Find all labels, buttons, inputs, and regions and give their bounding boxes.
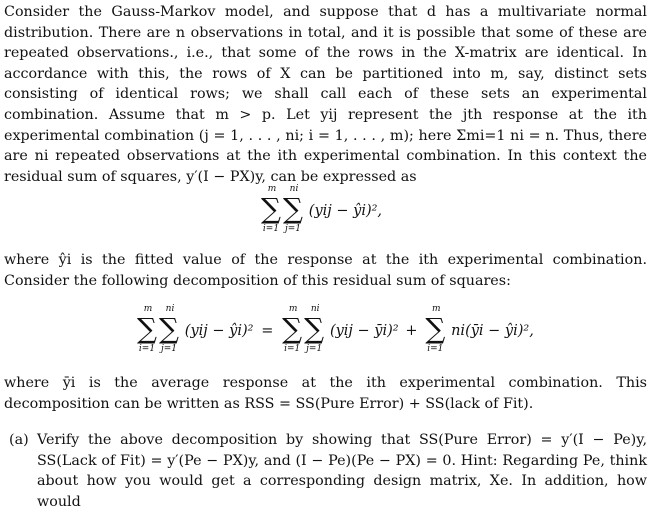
equals-sign: = (261, 323, 274, 339)
exercise-item-a (9, 430, 647, 527)
paragraph-decomposition-rss: where ȳi is the average response at the ith experimental combination. This decomposition can be written as RSS = SS(Pure Error) + SS(lack of Fit). (4, 375, 647, 412)
item-label-a: (a) (9, 432, 29, 448)
item-text-a: Verify the above decomposition by showing that SS(Pure Error) = y′(I − Pe)y, SS(Lack of Fit) = y′(Pe − PX)y, and (I − Pe)(Pe − PX) = 0. Hint: Regarding Pe, think about how you would get a corresponding design matrix, Xe. In addition, how would (37, 432, 647, 510)
equation-rhs-term1: (yij − ȳi)² (329, 323, 399, 339)
sum-symbol-lhs-outer: m ∑ i=1 (137, 304, 157, 354)
paragraph-decomposition-intro: where ŷi is the fitted value of the response at the ith experimental combination. Consider the following decomposition of this residual sum of squares: (4, 252, 647, 289)
sum-symbol-rhs-outer: m ∑ i=1 (282, 304, 303, 354)
paragraph-model-setup: Consider the Gauss-Markov model, and suppose that d has a multivariate normal distribution. There are n observations in total, and it is possible that some of these are repeated observations., i.e., that some of the rows in the X-matrix are identical. In accordance with this, the rows of X can be partitioned into m, say, distinct sets consisting of identical rows; we shall call each of these sets an experimental combination. Assume that m > p. Let yij represent the jth response at the ith experimental combination (j = 1, . . . , ni; i = 1, . . . , m); here Σmi=1 ni = n. Thus, there are ni repeated observations at the ith experimental combination. In this context the residual sum of squares, y′(I − PX)y, can be expressed as (4, 4, 647, 185)
equation-term: (yij − ŷi)², (308, 203, 383, 219)
sum-symbol-lhs-inner: ni ∑ j=1 (159, 304, 179, 354)
equation-decomposition (136, 306, 536, 358)
equation-lhs-term: (yij − ŷi)² (184, 323, 254, 339)
equation-rhs-term2: ni(ȳi − ŷi)², (451, 323, 534, 339)
sum-symbol-outer: m ∑ i=1 (261, 184, 281, 234)
sum-symbol-rhs-inner: ni ∑ j=1 (304, 304, 325, 354)
sum-symbol-inner: ni ∑ j=1 (283, 184, 303, 234)
plus-sign: + (405, 323, 418, 339)
equation-residual-sum (260, 186, 400, 236)
sum-symbol-rhs-third: m ∑ i=1 (425, 304, 446, 354)
